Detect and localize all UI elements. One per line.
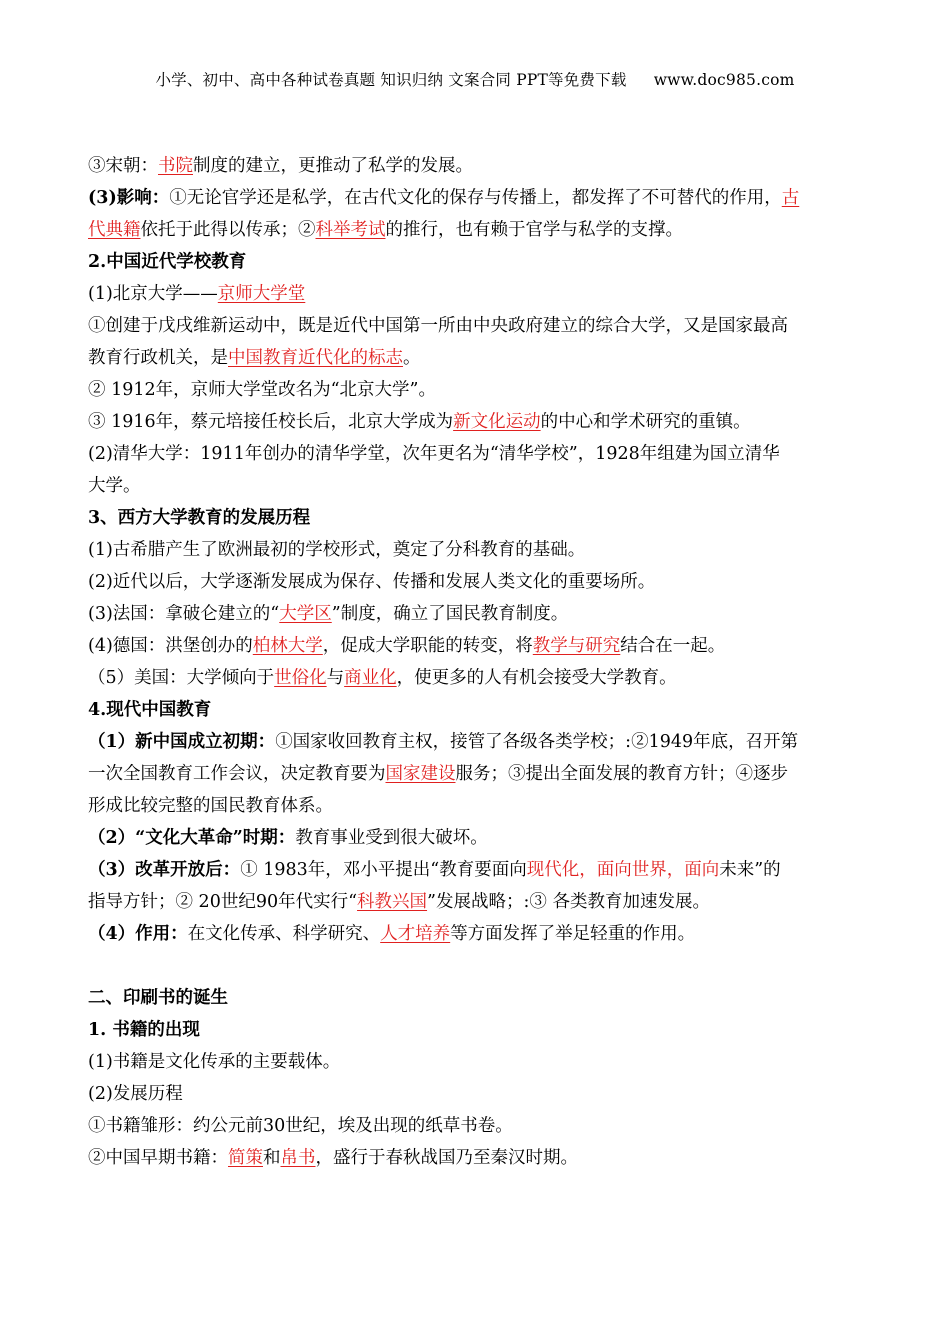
body-text: ① 1983年，邓小平提出“教育要面向 [240,860,527,880]
text-line [88,182,866,214]
heading-text: （2）“文化大革命”时期： [88,828,296,848]
key-term: 人才培养 [380,924,451,944]
body-text: ③ 1916年，蔡元培接任校长后，北京大学成为 [88,412,454,432]
body-text: 一次全国教育工作会议，决定教育要为 [88,764,386,784]
text-line [88,246,866,278]
body-text: 形成比较完整的国民教育体系。 [88,796,333,816]
body-text: 服务；③提出全面发展的教育方针；④逐步 [455,764,788,784]
body-text: (1)书籍是文化传承的主要载体。 [88,1052,341,1072]
key-term: 中国教育近代化的标志 [228,348,403,368]
heading-text: 4.现代中国教育 [88,700,212,720]
text-line [88,534,866,566]
text-line [88,1078,866,1110]
text-line [88,726,866,758]
key-term: 科教兴国 [357,892,428,912]
body-text: (2)发展历程 [88,1084,183,1104]
text-line [88,342,866,374]
text-line [88,566,866,598]
heading-text: 二、印刷书的诞生 [88,988,228,1008]
body-text: (1)古希腊产生了欧洲最初的学校形式，奠定了分科教育的基础。 [88,540,586,560]
key-term: 世俗化 [274,668,327,688]
highlight-text: 现代化，面向世界，面向 [526,860,720,880]
text-line [88,1142,866,1174]
heading-text: 2.中国近代学校教育 [88,252,247,272]
body-text: (2)近代以后，大学逐渐发展成为保存、传播和发展人类文化的重要场所。 [88,572,656,592]
text-line [88,502,866,534]
body-text: ①创建于戊戌维新运动中，既是近代中国第一所由中央政府建立的综合大学，又是国家最高 [88,316,788,336]
key-term: 代典籍 [88,220,141,240]
body-text: 未来”的 [719,860,781,880]
body-text: 指导方针；② 20世纪90年代实行“ [88,892,358,912]
document-body [88,150,866,1174]
key-term: 帛书 [280,1148,316,1168]
text-line [88,310,866,342]
key-term: 柏林大学 [252,636,323,656]
body-text: 和 [263,1148,281,1168]
key-term: 新文化运动 [453,412,541,432]
key-term: 科举考试 [315,220,386,240]
header-site-link[interactable]: www.doc985.com [653,71,795,89]
text-line [88,854,866,886]
body-text: 等方面发挥了举足轻重的作用。 [450,924,696,944]
text-line [88,1110,866,1142]
text-line [88,694,866,726]
text-line [88,406,866,438]
heading-text: 1. 书籍的出现 [88,1020,200,1040]
body-text: 。 [403,348,421,368]
body-text: (2)清华大学：1911年创办的清华学堂，次年更名为“清华学校”，1928年组建为国立清华 [88,444,780,464]
body-text: ”发展战略；:③ 各类教育加速发展。 [427,892,710,912]
key-term: 大学区 [279,604,332,624]
key-term: 教学与研究 [532,636,621,656]
body-text: ② 1912年，京师大学堂改名为“北京大学”。 [88,380,436,400]
text-line [88,822,866,854]
body-text: ”制度，确立了国民教育制度。 [331,604,569,624]
body-text: 与 [326,668,345,688]
body-text: 的推行，也有赖于官学与私学的支撑。 [385,220,683,240]
heading-text: （1）新中国成立初期： [88,732,276,752]
heading-text: 3、西方大学教育的发展历程 [88,508,311,528]
body-text: 的中心和学术研究的重镇。 [540,412,751,432]
body-text: ③宋朝： [88,156,158,176]
body-text: 结合在一起。 [620,636,726,656]
body-text: （5）美国：大学倾向于 [88,668,275,688]
body-text: ②中国早期书籍： [88,1148,228,1168]
heading-text: （3）改革开放后： [88,860,241,880]
body-text: ，使更多的人有机会接受大学教育。 [396,668,677,688]
body-text: 制度的建立，更推动了私学的发展。 [193,156,473,176]
body-text: ①无论官学还是私学，在古代文化的保存与传播上，都发挥了不可替代的作用， [169,188,782,208]
text-line [88,630,866,662]
text-line [88,374,866,406]
key-term: 京师大学堂 [217,284,306,304]
body-text: (3)法国：拿破仑建立的“ [88,604,280,624]
body-text: ①国家收回教育主权，接管了各级各类学校；:②1949年底，召开第 [275,732,799,752]
body-text: (1)北京大学—— [88,284,218,304]
key-term: 书院 [158,156,193,176]
body-text: 教育事业受到很大破坏。 [295,828,488,848]
text-line [88,150,866,182]
heading-text: (3)影响： [88,188,170,208]
text-line [88,1046,866,1078]
body-text: 教育行政机关，是 [88,348,228,368]
text-line [88,662,866,694]
key-term: 古 [781,188,800,208]
text-line [88,918,866,950]
body-text: (4)德国：洪堡创办的 [88,636,253,656]
text-line [88,886,866,918]
key-term: 商业化 [344,668,397,688]
text-line [88,982,866,1014]
text-line [88,438,866,470]
heading-text: （4）作用： [88,924,188,944]
key-term: 国家建设 [385,764,456,784]
text-line [88,758,866,790]
text-line [88,214,866,246]
body-text: 依托于此得以传承；② [140,220,316,240]
text-line [88,278,866,310]
body-text: ①书籍雏形：约公元前30世纪，埃及出现的纸草书卷。 [88,1116,513,1136]
text-line [88,790,866,822]
text-line [88,470,866,502]
key-term: 简策 [228,1148,263,1168]
page-header [0,68,950,90]
body-text: ，促成大学职能的转变，将 [322,636,533,656]
header-slogan: 小学、初中、高中各种试卷真题 知识归纳 文案合同 PPT等免费下载 [155,71,627,89]
body-text: 在文化传承、科学研究、 [187,924,381,944]
body-text: ，盛行于春秋战国乃至秦汉时期。 [315,1148,578,1168]
text-line [88,598,866,630]
body-text: 大学。 [88,476,141,496]
text-line [88,1014,866,1046]
